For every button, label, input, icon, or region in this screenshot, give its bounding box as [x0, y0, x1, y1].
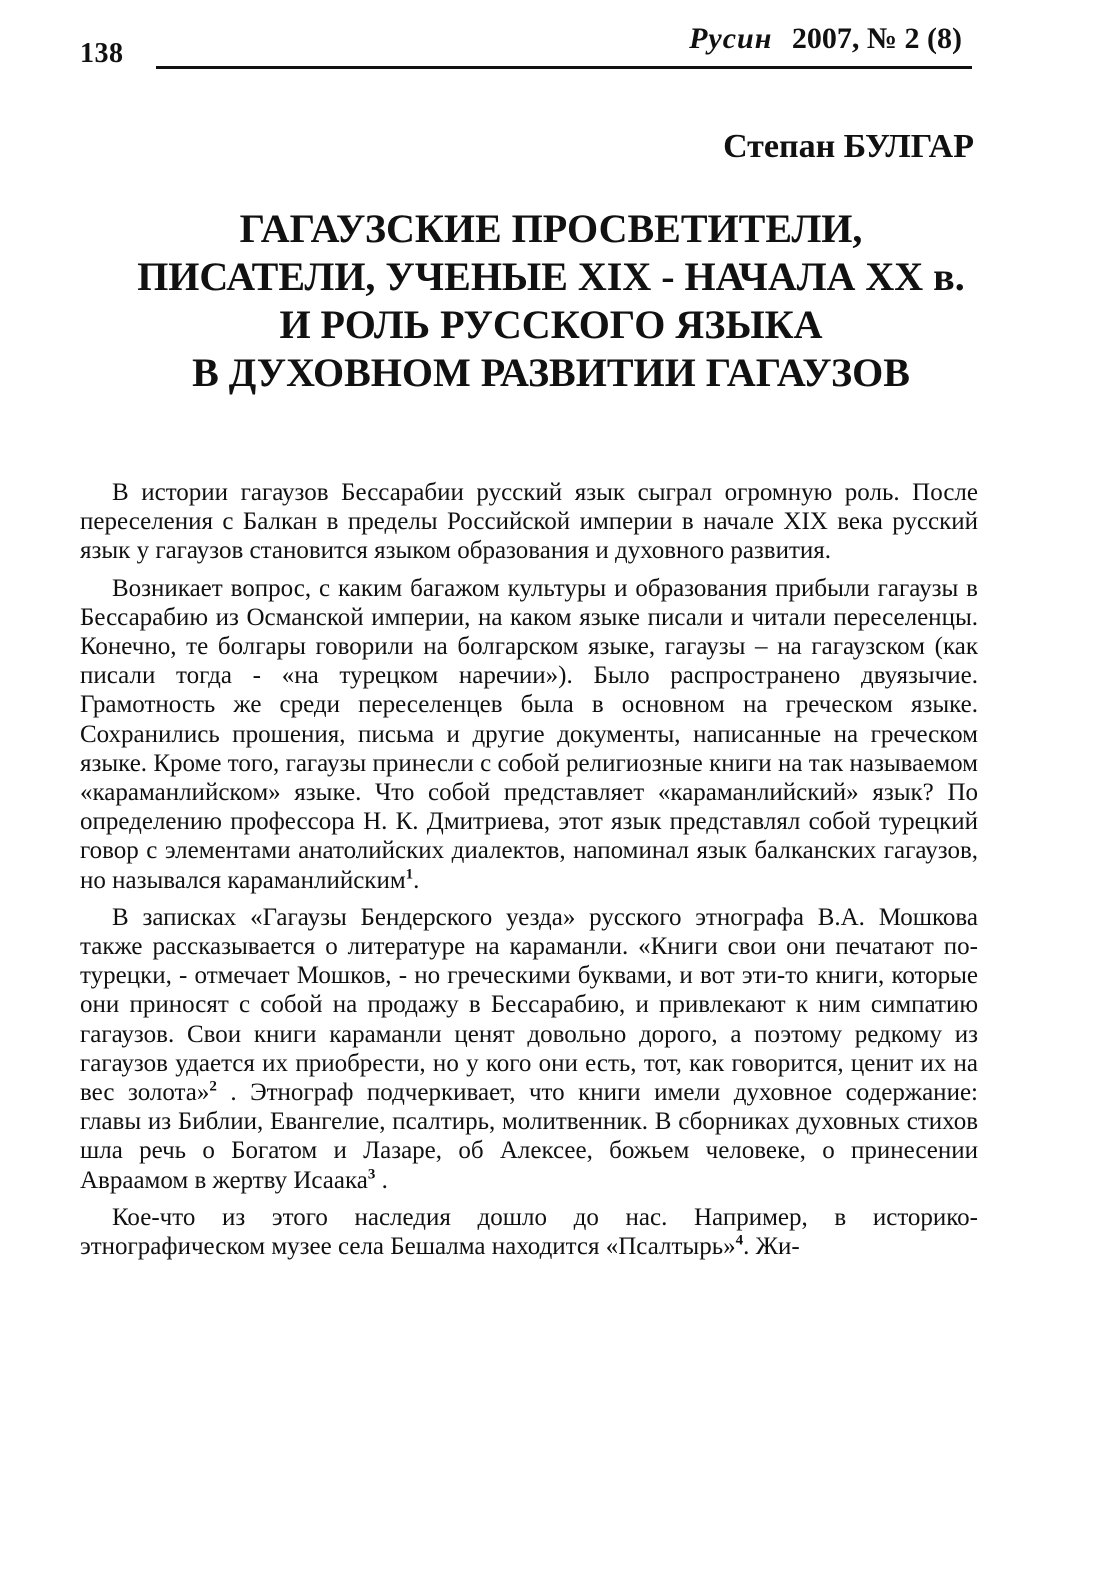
page-number: 138 [80, 38, 124, 69]
title-line: ПИСАТЕЛИ, УЧЕНЫЕ XIX - НАЧАЛА XX в. [137, 254, 965, 299]
paragraph [80, 903, 978, 1195]
title-line: В ДУХОВНОМ РАЗВИТИИ ГАГАУЗОВ [192, 350, 910, 395]
title-line: ГАГАУЗСКИЕ ПРОСВЕТИТЕЛИ, [239, 206, 863, 251]
paragraph-text: . Этнограф подчеркивает, что книги имели духовное содержание: главы из Библии, Евангелие, псалтирь, молитвенник. В сборниках духовных стихов шла речь о Богатом и Лазаре, об Алексее, божьем человеке, о принесении Авраамом в жертву Исаака [80, 1079, 978, 1194]
paragraph [80, 574, 978, 895]
article-author: Степан БУЛГАР [723, 128, 974, 165]
paragraph-text: Возникает вопрос, с каким багажом культуры и образования прибыли гагаузы в Бессарабию из Османской империи, на каком языке писали и читали переселенцы. Конечно, те болгары говорили на болгарском языке, гагаузы – на гагаузском (как писали тогда - «на турецком наречии»). Было распространено двуязычие. Грамотность же среди переселенцев была в основном на греческом языке. Сохранились прошения, письма и другие документы, написанные на греческом языке. Кроме того, гагаузы принесли с собой религиозные книги на так называемом «караманлийском» языке. Что собой представляет «караманлийский» язык? По определению профессора Н. К. Дмитриева, этот язык представлял собой турецкий говор с элементами анатолийских диалектов, напоминал язык балканских гагаузов, но назывался караманлийским [80, 574, 978, 894]
title-line: И РОЛЬ РУССКОГО ЯЗЫКА [279, 302, 823, 347]
journal-info [689, 22, 962, 56]
paragraph [80, 478, 978, 566]
header-rule [156, 66, 972, 69]
paragraph-text: . [375, 1166, 388, 1194]
page-header [70, 18, 972, 72]
paragraph-text: В записках «Гагаузы Бендерского уезда» русского этнографа В.А. Мошкова также рассказывается о литературе на караманли. «Книги свои они печатают по-турецки, - отмечает Мошков, - но греческими буквами, и вот эти-то книги, которые они приносят с собой на продажу в Бессарабию, и привлекают к ним симпатию гагаузов. Свои книги караманли ценят довольно дорого, а поэтому редкому из гагаузов удается их приобрести, но у кого они есть, тот, как говорится, ценит их на вес золота» [80, 903, 978, 1107]
paragraph-text: . Жи- [743, 1233, 800, 1261]
paragraph [80, 1203, 978, 1261]
article-body [80, 478, 978, 1269]
article-title [76, 205, 1026, 397]
footnote-ref: 1 [405, 866, 414, 883]
footnote-ref: 2 [209, 1078, 217, 1095]
paragraph-text: . [413, 866, 420, 894]
paragraph-text: Кое-что из этого наследия дошло до нас. Например, в историко-этнографическом музее села Бешалма находится «Псалтырь» [80, 1203, 978, 1261]
footnote-ref: 4 [735, 1232, 744, 1249]
journal-name: Русин [689, 22, 773, 55]
paragraph-text: В истории гагаузов Бессарабии русский язык сыграл огромную роль. После переселения с Балкан в пределы Российской империи в начале XIX века русский язык у гагаузов становится языком образования и духовного развития. [80, 479, 978, 565]
footnote-ref: 3 [367, 1166, 376, 1183]
journal-issue: 2007, № 2 (8) [791, 22, 962, 55]
